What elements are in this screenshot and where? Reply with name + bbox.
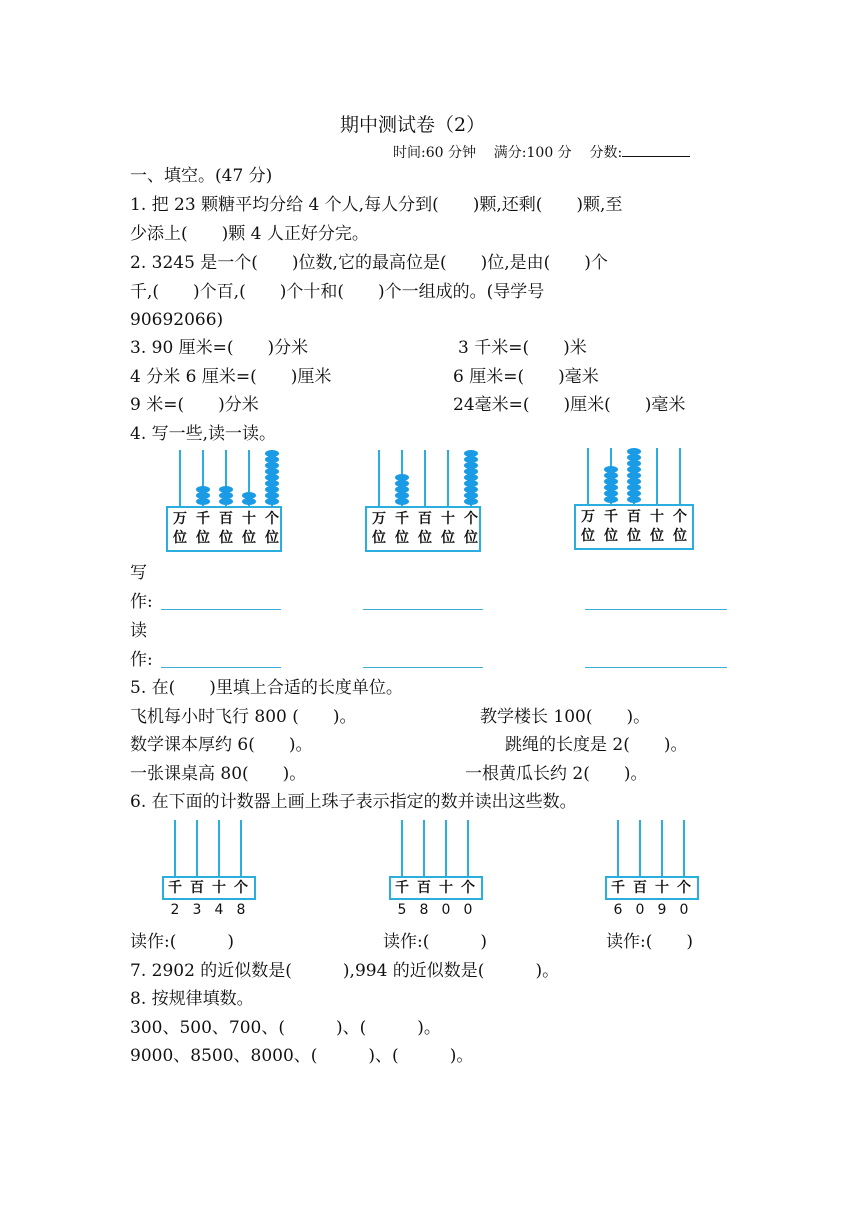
q8-prompt: 8. 按规律填数。 — [130, 989, 254, 1009]
digit: 0 — [441, 902, 451, 918]
rod — [587, 448, 589, 504]
score-blank[interactable] — [622, 142, 690, 157]
bead — [604, 466, 618, 473]
place-label: 个 — [464, 511, 478, 527]
rod — [656, 448, 658, 504]
digit: 2 — [170, 902, 180, 918]
rod — [424, 450, 426, 506]
bead — [464, 468, 478, 475]
bead — [196, 492, 210, 499]
bead — [242, 498, 256, 505]
q2-line1: 2. 3245 是一个( )位数,它的最高位是( )位,是由( )个 — [130, 253, 608, 273]
rod — [401, 820, 403, 876]
rod — [179, 450, 181, 506]
q5-item-a: 飞机每小时飞行 800 ( )。 — [130, 707, 357, 727]
read-label-bottom: 作: — [130, 650, 153, 670]
q3-item-b: 3 千米=( )米 — [458, 338, 587, 358]
bead — [627, 472, 641, 479]
bead — [265, 462, 279, 469]
place-label: 个 — [673, 509, 687, 525]
bead — [627, 448, 641, 455]
bead — [604, 490, 618, 497]
read-blank-1[interactable] — [161, 667, 281, 668]
read-blank-3[interactable] — [585, 667, 727, 668]
place-label: 千 — [196, 511, 210, 527]
bead — [395, 474, 409, 481]
place-label: 千 — [604, 509, 618, 525]
write-blank-3[interactable] — [585, 609, 727, 610]
place-label: 万 — [581, 509, 595, 525]
bead — [627, 490, 641, 497]
digit: 4 — [214, 902, 224, 918]
digit: 9 — [657, 902, 667, 918]
place-label: 百 — [633, 880, 647, 896]
bead — [219, 492, 233, 499]
place-suffix: 位 — [673, 528, 687, 544]
read-blank-2[interactable] — [363, 667, 483, 668]
q1-line1: 1. 把 23 颗糖平均分给 4 个人,每人分到( )颗,还剩( )颗,至 — [130, 195, 623, 215]
full-score: 满分:100 分 — [493, 145, 572, 161]
bead — [627, 466, 641, 473]
bead — [395, 492, 409, 499]
bead — [265, 480, 279, 487]
q5-prompt: 5. 在( )里填上合适的长度单位。 — [130, 678, 403, 698]
bead — [627, 454, 641, 461]
place-suffix: 位 — [604, 528, 618, 544]
digit: 0 — [463, 902, 473, 918]
place-label: 千 — [168, 880, 182, 896]
rod — [617, 820, 619, 876]
place-suffix: 位 — [418, 530, 432, 546]
place-label: 百 — [418, 511, 432, 527]
bead — [464, 474, 478, 481]
q5-item-b: 教学楼长 100( )。 — [480, 707, 651, 727]
rod — [378, 450, 380, 506]
bead — [464, 498, 478, 505]
q5-item-d: 跳绳的长度是 2( )。 — [505, 735, 688, 755]
digit: 3 — [192, 902, 202, 918]
q3-item-f: 24毫米=( )厘米( )毫米 — [453, 395, 686, 415]
bead — [627, 478, 641, 485]
read-label-top: 读 — [130, 621, 147, 641]
place-suffix: 位 — [196, 530, 210, 546]
q8-seq-b: 9000、8500、8000、( )、( )。 — [130, 1046, 474, 1066]
bead — [604, 496, 618, 503]
place-suffix: 位 — [441, 530, 455, 546]
q5-item-c: 数学课本厚约 6( )。 — [130, 735, 313, 755]
bead — [464, 486, 478, 493]
place-label: 万 — [173, 511, 187, 527]
abacus-2 — [365, 450, 481, 552]
place-suffix: 位 — [173, 530, 187, 546]
rod — [447, 450, 449, 506]
q4-prompt: 4. 写一些,读一读。 — [130, 424, 277, 444]
place-suffix: 位 — [265, 530, 279, 546]
abacus-1 — [166, 450, 282, 552]
bead — [464, 450, 478, 457]
bead — [219, 486, 233, 493]
bead — [395, 498, 409, 505]
place-suffix: 位 — [581, 528, 595, 544]
place-label: 百 — [417, 880, 431, 896]
place-label: 个 — [461, 880, 475, 896]
bead — [464, 492, 478, 499]
place-label: 千 — [395, 880, 409, 896]
bead — [395, 480, 409, 487]
q1-line2: 少添上( )颗 4 人正好分完。 — [130, 224, 369, 244]
counter-1[interactable] — [162, 820, 256, 920]
rod — [218, 820, 220, 876]
bead — [265, 456, 279, 463]
place-label: 个 — [234, 880, 248, 896]
rod — [683, 820, 685, 876]
section-heading: 一、填空。(47 分) — [130, 166, 273, 186]
bead — [395, 486, 409, 493]
abacus-3 — [574, 448, 694, 550]
bead — [219, 498, 233, 505]
bead — [604, 478, 618, 485]
rod — [196, 820, 198, 876]
q3-item-d: 6 厘米=( )毫米 — [453, 367, 599, 387]
bead — [196, 498, 210, 505]
bead — [464, 480, 478, 487]
digit: 0 — [679, 902, 689, 918]
q5-item-f: 一根黄瓜长约 2( )。 — [465, 764, 648, 784]
place-suffix: 位 — [395, 530, 409, 546]
bead — [196, 486, 210, 493]
place-label: 万 — [372, 511, 386, 527]
digit: 5 — [397, 902, 407, 918]
bead — [265, 450, 279, 457]
place-label: 十 — [650, 509, 664, 525]
place-label: 十 — [441, 511, 455, 527]
rod — [467, 820, 469, 876]
place-suffix: 位 — [242, 530, 256, 546]
bead — [604, 472, 618, 479]
place-suffix: 位 — [372, 530, 386, 546]
bead — [265, 474, 279, 481]
digit: 6 — [613, 902, 623, 918]
q5-item-e: 一张课桌高 80( )。 — [130, 764, 307, 784]
rod — [661, 820, 663, 876]
digit: 8 — [236, 902, 246, 918]
rod — [679, 448, 681, 504]
place-label: 个 — [265, 511, 279, 527]
rod — [423, 820, 425, 876]
rod — [445, 820, 447, 876]
q6-read-2: 读作:( ) — [383, 932, 487, 952]
bead — [604, 484, 618, 491]
q7-text: 7. 2902 的近似数是( ),994 的近似数是( )。 — [130, 961, 560, 981]
bead — [627, 496, 641, 503]
place-label: 百 — [627, 509, 641, 525]
bead — [464, 456, 478, 463]
place-suffix: 位 — [650, 528, 664, 544]
q6-prompt: 6. 在下面的计数器上画上珠子表示指定的数并读出这些数。 — [130, 792, 577, 812]
rod — [240, 820, 242, 876]
bead — [265, 498, 279, 505]
write-blank-1[interactable] — [161, 609, 281, 610]
q8-seq-a: 300、500、700、( )、( )。 — [130, 1018, 441, 1038]
bead — [265, 492, 279, 499]
place-label: 十 — [242, 511, 256, 527]
place-label: 十 — [655, 880, 669, 896]
time-limit: 时间:60 分钟 — [393, 145, 476, 161]
q6-read-1: 读作:( ) — [130, 932, 234, 952]
place-suffix: 位 — [219, 530, 233, 546]
place-suffix: 位 — [464, 530, 478, 546]
q3-item-c: 4 分米 6 厘米=( )厘米 — [130, 367, 332, 387]
exam-meta — [393, 142, 690, 162]
bead — [265, 468, 279, 475]
bead — [265, 486, 279, 493]
score-label: 分数: — [589, 145, 623, 161]
place-label: 十 — [439, 880, 453, 896]
q3-item-a: 3. 90 厘米=( )分米 — [130, 338, 309, 358]
write-blank-2[interactable] — [363, 609, 483, 610]
place-label: 百 — [190, 880, 204, 896]
counter-2[interactable] — [389, 820, 483, 920]
counter-3[interactable] — [605, 820, 699, 920]
page-title: 期中测试卷（2） — [340, 114, 486, 136]
place-label: 百 — [219, 511, 233, 527]
bead — [464, 462, 478, 469]
q2-line2: 千,( )个百,( )个十和( )个一组成的。(导学号 — [130, 282, 545, 302]
q2-line3: 90692066) — [130, 310, 224, 330]
q3-item-e: 9 米=( )分米 — [130, 395, 259, 415]
digit: 0 — [635, 902, 645, 918]
place-suffix: 位 — [627, 528, 641, 544]
q6-read-3: 读作:( ) — [606, 932, 693, 952]
write-label-top: 写 — [130, 563, 147, 583]
place-label: 千 — [395, 511, 409, 527]
digit: 8 — [419, 902, 429, 918]
rod — [174, 820, 176, 876]
place-label: 个 — [677, 880, 691, 896]
place-label: 十 — [212, 880, 226, 896]
bead — [627, 460, 641, 467]
write-label-bottom: 作: — [130, 592, 153, 612]
rod — [639, 820, 641, 876]
bead — [627, 484, 641, 491]
place-label: 千 — [611, 880, 625, 896]
bead — [242, 492, 256, 499]
